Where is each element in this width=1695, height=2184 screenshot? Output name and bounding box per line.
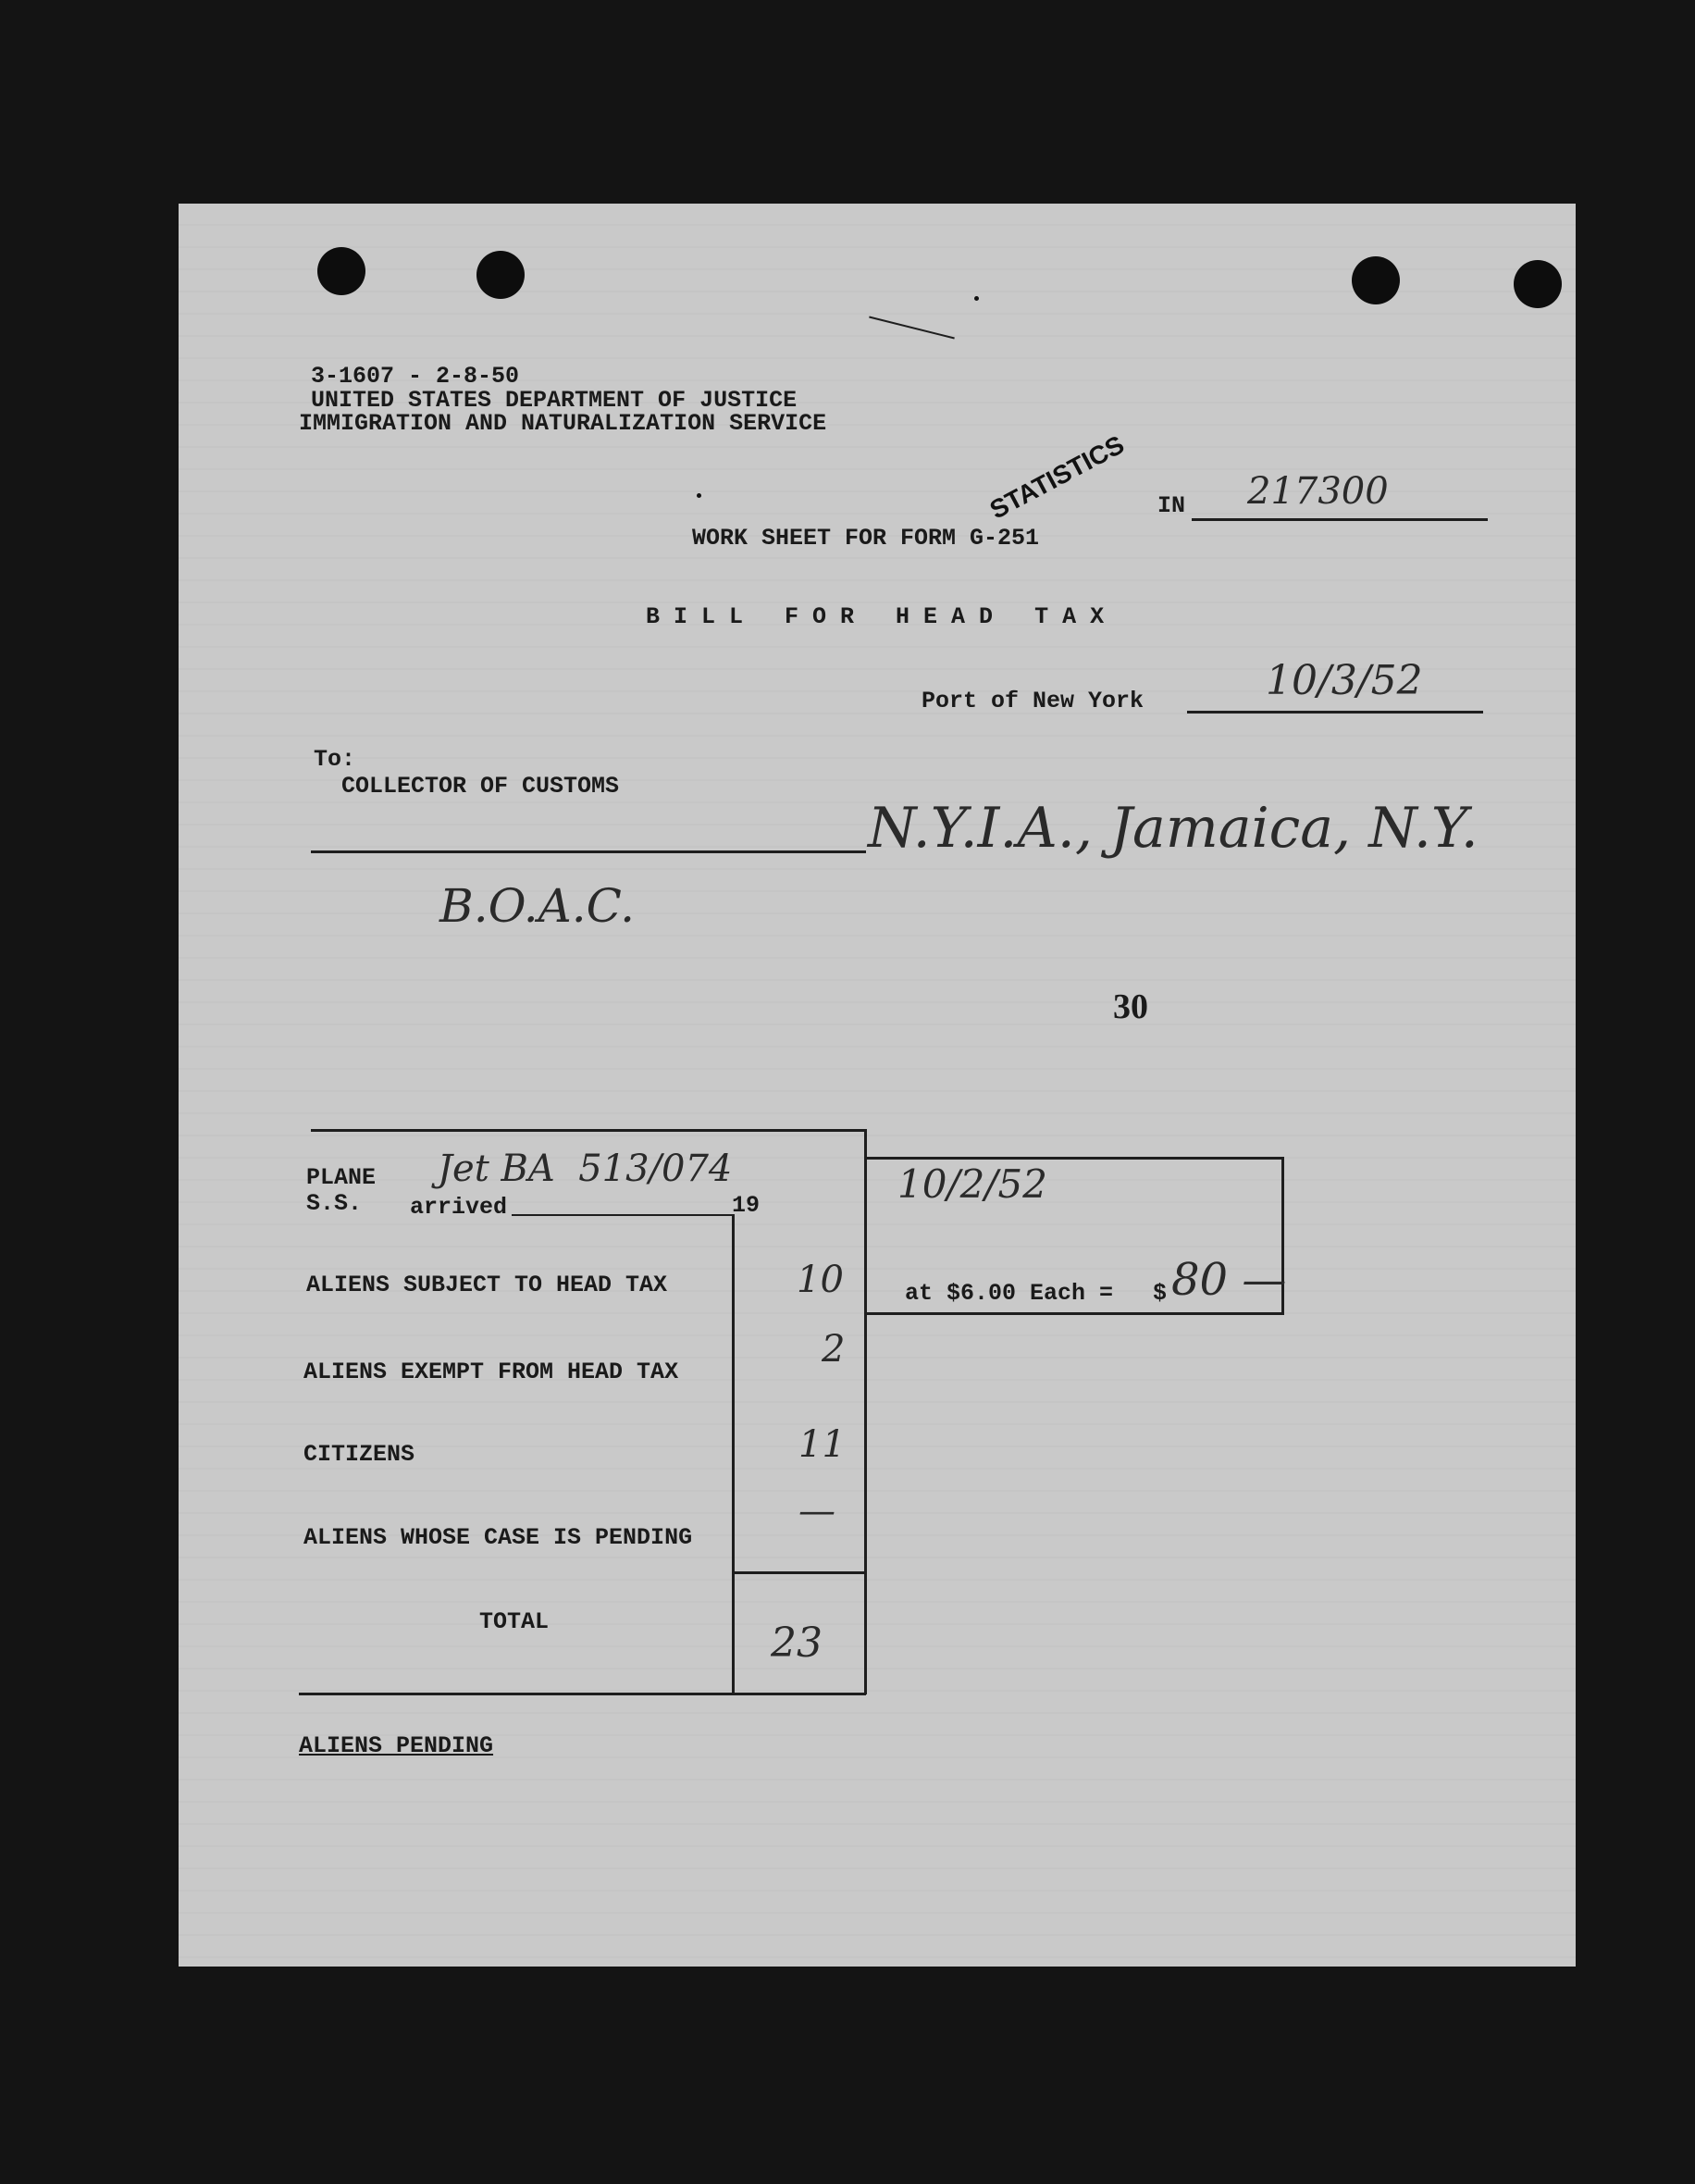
- to-label: To:: [314, 746, 356, 773]
- agency-line-1: UNITED STATES DEPARTMENT OF JUSTICE: [311, 387, 798, 414]
- carrier-handwritten: B.O.A.C.: [439, 879, 635, 933]
- form-code: 3-1607 - 2-8-50: [311, 363, 520, 390]
- arrival-date: 10/2/52: [897, 1161, 1047, 1207]
- speck: [974, 296, 979, 301]
- location-handwritten: N.Y.I.A., Jamaica, N.Y.: [868, 796, 1478, 861]
- page-number: 30: [1113, 987, 1148, 1026]
- agency-line-2: IMMIGRATION AND NATURALIZATION SERVICE: [299, 410, 827, 437]
- punch-hole: [1514, 260, 1562, 308]
- statistics-stamp: STATISTICS: [984, 429, 1129, 525]
- row-value-aliens-pending: —: [798, 1490, 835, 1533]
- aliens-pending-heading: ALIENS PENDING: [299, 1732, 494, 1759]
- punch-hole: [317, 247, 365, 295]
- row-label-aliens-exempt: ALIENS EXEMPT FROM HEAD TAX: [303, 1359, 679, 1385]
- rate-box-bottom: [864, 1312, 1284, 1315]
- rate-text: at $6.00 Each =: [905, 1280, 1114, 1307]
- table-bottom-rule: [299, 1693, 866, 1695]
- punch-hole: [1352, 256, 1400, 304]
- table-right-rule: [864, 1129, 867, 1694]
- year-prefix: 19: [732, 1192, 761, 1219]
- punch-hole: [476, 251, 525, 299]
- in-underline: [1192, 518, 1488, 521]
- arrived-underline: [512, 1214, 734, 1216]
- row-value-aliens-subject: 10: [797, 1259, 844, 1301]
- port-underline: [1187, 711, 1483, 714]
- port-label: Port of New York: [922, 688, 1144, 714]
- table-top-rule: [311, 1129, 866, 1132]
- rate-box-top: [864, 1157, 1283, 1160]
- dollar-sign: $: [1153, 1280, 1168, 1307]
- speck: [697, 493, 701, 498]
- plane-label: PLANE: [306, 1164, 377, 1191]
- row-label-aliens-subject: ALIENS SUBJECT TO HEAD TAX: [306, 1272, 668, 1298]
- row-value-aliens-exempt: 2: [822, 1328, 846, 1371]
- document-page: [179, 204, 1576, 1967]
- bill-title: B I L L F O R H E A D T A X: [646, 603, 1105, 630]
- in-number: 217300: [1247, 470, 1389, 513]
- ss-label: S.S.: [306, 1190, 363, 1217]
- collector-underline: [311, 850, 866, 853]
- total-top-rule: [732, 1571, 866, 1574]
- in-label: IN: [1157, 492, 1186, 519]
- arrived-label: arrived: [410, 1194, 508, 1221]
- plane-handwritten: Jet BA 513/074: [438, 1148, 733, 1190]
- collector-label: COLLECTOR OF CUSTOMS: [341, 773, 620, 800]
- pencil-mark: [869, 316, 955, 340]
- amount: 80 —: [1171, 1254, 1287, 1306]
- table-value-column-rule: [732, 1214, 735, 1694]
- port-date: 10/3/52: [1266, 657, 1423, 704]
- row-value-citizens: 11: [798, 1423, 846, 1466]
- worksheet-title: WORK SHEET FOR FORM G-251: [692, 525, 1040, 552]
- row-label-citizens: CITIZENS: [303, 1441, 415, 1468]
- total-value: 23: [771, 1619, 823, 1667]
- total-label: TOTAL: [479, 1608, 550, 1635]
- row-label-aliens-pending: ALIENS WHOSE CASE IS PENDING: [303, 1524, 693, 1551]
